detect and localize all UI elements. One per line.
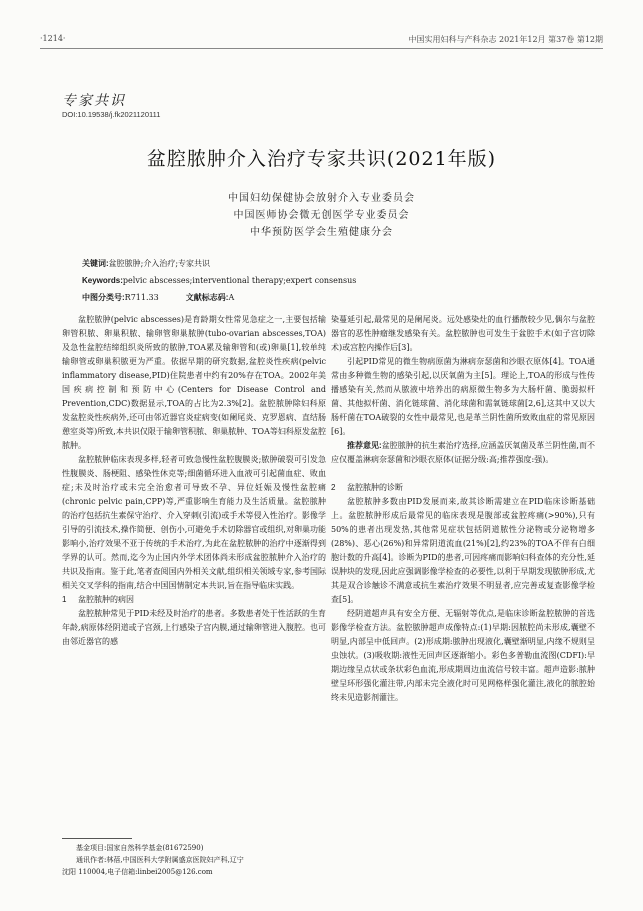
recommendation-text: 盆腔脓肿的抗生素治疗选择,应涵盖厌氧菌及革兰阴性菌,而不应仅覆盖淋病奈瑟菌和沙眼衣原体(证据分级:高;推荐强度:强)。: [331, 441, 595, 464]
section-label: 专家共识: [62, 93, 126, 109]
corresponding-author-address: 沈阳 110004,电子信箱:linbei2005@126.com: [62, 868, 213, 876]
recommendation-label: 推荐意见:: [347, 441, 382, 450]
section-title: 盆腔脓肿的病因: [78, 595, 134, 604]
header-divider: [40, 48, 603, 49]
keywords-cn-label: 关键词:: [82, 259, 109, 268]
page-header: [40, 34, 603, 46]
recommendation: [331, 439, 595, 467]
keywords-en: [82, 272, 552, 289]
paragraph: 盆腔脓肿(pelvic abscesses)是育龄期女性常见急症之一,主要包括输卵管积脓、卵巢积脓、输卵管卵巢脓肿(tubo-ovarian abscesses,TOA)及急性盆腔结缔组织炎所致的脓肿,TOA累及输卵管和(或)卵巢[1],较单纯输卵管或卵巢积脓更为严重。依据早期的研究数据,盆腔炎性疾病(pelvic inflammatory disease,PID)住院患者中约有20%存在TOA。2002年美国疾病控制和预防中心(Centers for Disease Control and Prevention,CDC)数据显示,TOA的占比为2.3%[2]。盆腔脓肿除妇科原发盆腔炎性疾病外,还可由邻近器官炎症病变(如阑尾炎、克罗恩病、直结肠憩室炎等)所致,本共识仅限于输卵管积脓、卵巢脓肿、TOA等妇科原发盆腔脓肿。: [62, 315, 326, 450]
classification: [82, 289, 552, 306]
section-number: 1: [62, 595, 67, 604]
paragraph: 染蔓延引起,最常见的是阑尾炎。远处感染灶的血行播散较少见,偶尔与盆腔器官的恶性肿瘤继发感染有关。盆腔脓肿也可发生于盆腔手术(如子宫切除术)或宫腔内操作后[3]。: [331, 315, 595, 352]
organizations: [0, 190, 643, 241]
keywords-cn: [82, 255, 552, 272]
doc-code-label: 文献标志码:: [185, 293, 229, 302]
section-title: 盆腔脓肿的诊断: [347, 483, 403, 492]
paragraph: 盆腔脓肿多数由PID发展而来,故其诊断需建立在PID临床诊断基础上。盆腔脓肿形成后最常见的临床表现是腹部或盆腔疼痛(>90%),只有50%的患者出现发热,其他常见症状包括阴道脓性分泌物或分泌物增多(28%)、恶心(26%)和异常阴道流血(21%)[2],约23%的TOA不伴有白细胞计数的升高[4]。诊断为PID的患者,可因疼痛而影响妇科查体的充分性,延误肿块的发现,因此应强调影像学检查的必要性,以利于早期发现脓肿形成,尤其是双合诊触诊不满意或抗生素治疗效果不明显者,应完善或复查影像学检查[5]。: [331, 497, 595, 604]
clc-label: 中图分类号:: [82, 293, 125, 302]
corresponding-author: 通讯作者:林蓓,中国医科大学附属盛京医院妇产科,辽宁: [76, 856, 244, 864]
paragraph: 经阴道超声具有安全方便、无辐射等优点,是临床诊断盆腔脓肿的首选影像学检查方法。盆腔脓肿超声成像特点:(1)早期:因脓腔尚未形成,囊壁不明显,内部呈中低回声。(2)形成期:脓肿出现液化,囊壁渐明显,内缘不规则呈虫蚀状。(3)吸收期:液性无回声区逐渐缩小。彩色多普勒血流图(CDFI):早期边缘呈点状或条状彩色血流,形成期周边血流信号较丰富。超声造影:脓肿壁呈环形强化灌注带,内部未完全液化时可见网格样强化灌注,液化的脓腔始终未见造影剂灌注。: [331, 609, 595, 702]
paragraph: 盆腔脓肿临床表现多样,轻者可致急慢性盆腔腹膜炎;脓肿破裂可引发急性腹膜炎、肠梗阻、感染性休克等;细菌循环进入血液可引起菌血症、败血症;未及时治疗或未完全治愈者可导致不孕、异位妊娠及慢性盆腔痛(chronic pelvic pain,CPP)等,严重影响生育能力及生活质量。盆腔脓肿的治疗包括抗生素保守治疗、介入穿刺(引流)或手术等侵入性治疗。影像学引导的引流技术,操作简便、创伤小,可避免手术切除器官或组织,对卵巢功能影响小,治疗效果不亚于传统的手术治疗,为此在盆腔脓肿的治疗中逐渐得到学界的认可。然而,迄今为止国内外学术团体尚未形成盆腔脓肿介入治疗的共识及指南。鉴于此,笔者查阅国内外相关文献,组织相关领域专家,参考国际相关交叉学科的指南,结合中国国情制定本共识,旨在指导临床实践。: [62, 455, 326, 590]
organization: 中华预防医学会生殖健康分会: [250, 227, 393, 238]
paragraph: 引起PID常见的微生物病原菌为淋病奈瑟菌和沙眼衣原体[4]。TOA通常由多种微生物的感染引起,以厌氧菌为主[5]。理论上,TOA的形成与性传播感染有关,然而从脓液中培养出的病原微生物多为大肠杆菌、脆弱拟杆菌、其他拟杆菌、消化链球菌、消化球菌和需氧链球菌[2,6],这其中又以大肠杆菌在TOA破裂的女性中最常见,也是革兰阴性菌所致败血症的常见原因[6]。: [331, 357, 595, 436]
section-number: 2: [331, 483, 336, 492]
keywords-cn-text: 盆腔脓肿;介入治疗;专家共识: [108, 259, 211, 268]
funding-note: 基金项目:国家自然科学基金(81672590): [76, 844, 204, 852]
article-title: 盆腔脓肿介入治疗专家共识(2021年版): [146, 148, 497, 170]
section-heading-2: [331, 481, 595, 495]
paragraph: 盆腔脓肿常见于PID未经及时治疗的患者。多数患者处于性活跃的生育年龄,病原体经阴道或子宫颈,上行感染子宫内膜,通过输卵管进入腹腔。也可由邻近器官的感: [62, 609, 326, 646]
footnotes: [62, 842, 326, 878]
clc-value: R711.33: [124, 293, 159, 302]
journal-info: 中国实用妇科与产科杂志 2021年12月 第37卷 第12期: [408, 35, 603, 44]
right-column: [331, 313, 595, 705]
doc-code-value: A: [228, 293, 235, 302]
keywords-block: [82, 255, 552, 306]
left-column: [62, 313, 326, 649]
organization: 中国医师协会微无创医学专业委员会: [233, 210, 410, 221]
section-heading-1: [62, 593, 326, 607]
keywords-en-text: pelvic abscesses;interventional therapy;expert consensus: [122, 276, 357, 285]
footnote-divider: [62, 838, 132, 839]
organization: 中国妇幼保健协会放射介入专业委员会: [228, 193, 415, 204]
doi: DOI:10.19538/j.fk2021120111: [62, 110, 161, 119]
page-number: ·1214·: [40, 34, 66, 43]
keywords-en-label: Keywords:: [82, 276, 123, 285]
